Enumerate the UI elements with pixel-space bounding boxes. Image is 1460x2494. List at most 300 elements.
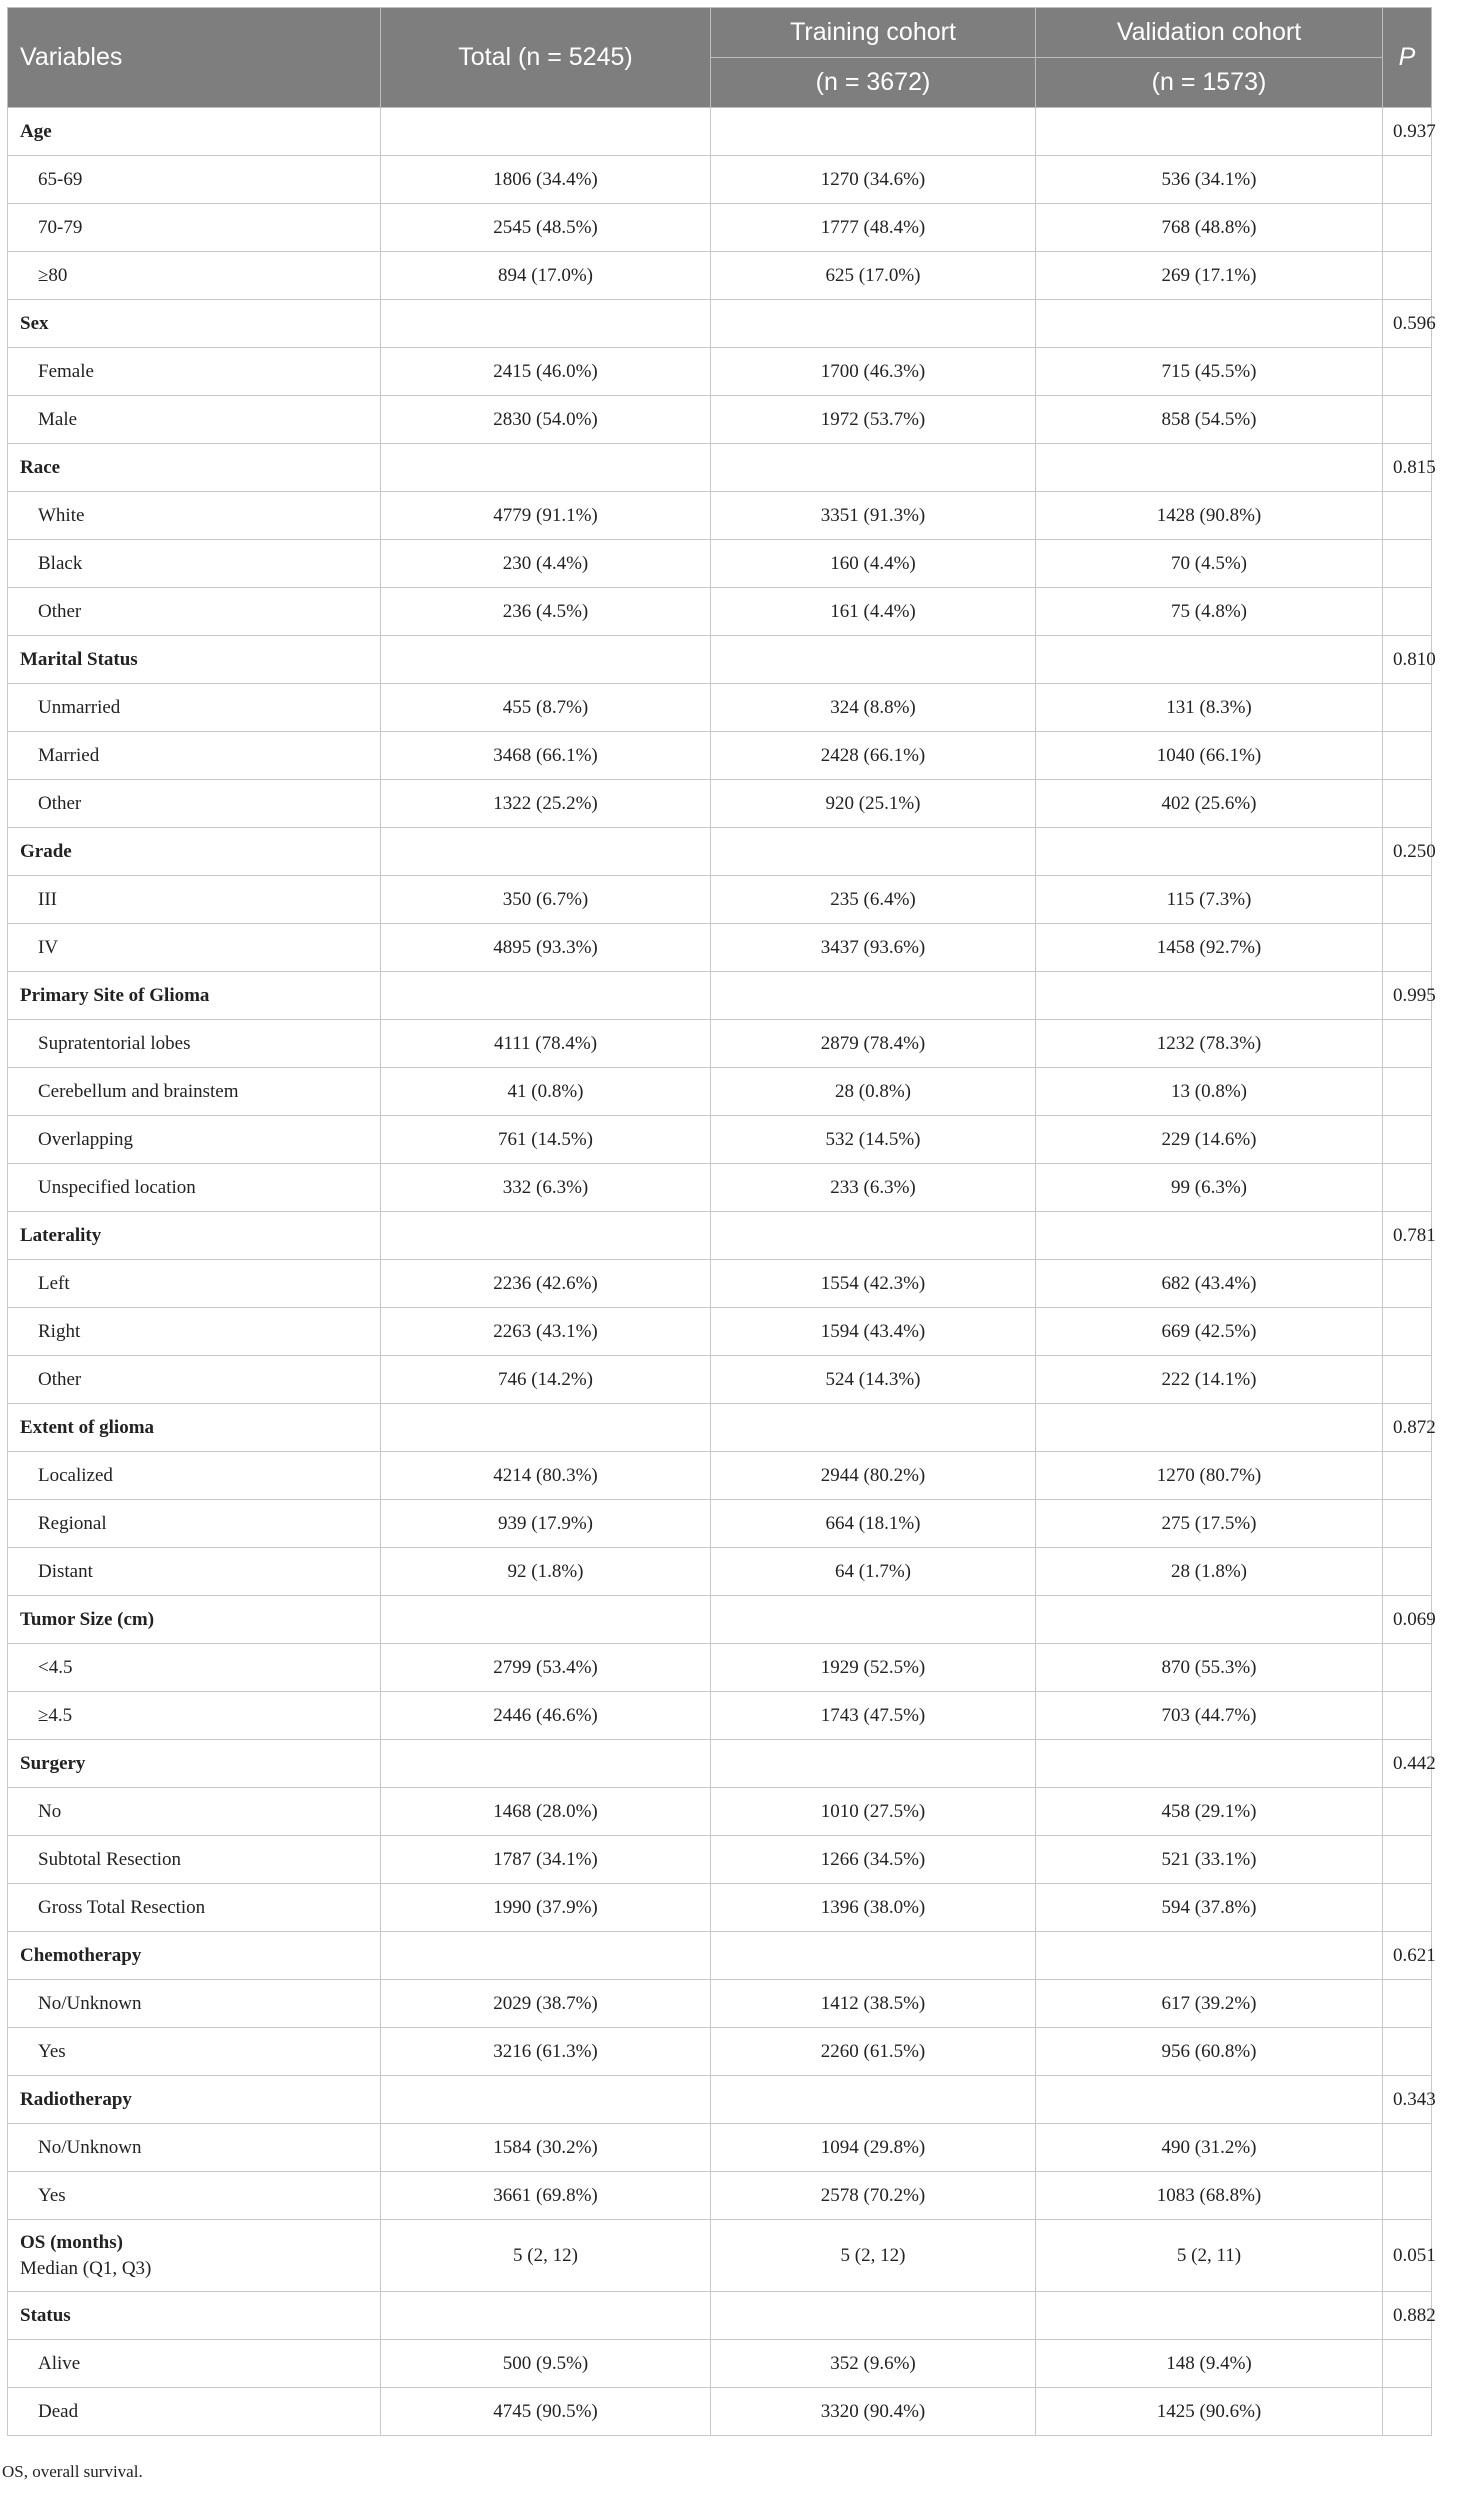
training-cell [711, 108, 1036, 156]
validation-cell: 1083 (68.8%) [1036, 2172, 1383, 2220]
category-row [8, 828, 1432, 876]
category-label [8, 108, 381, 156]
training-cell: 920 (25.1%) [711, 780, 1036, 828]
label-text: No/Unknown [38, 1992, 142, 2014]
training-cell: 1777 (48.4%) [711, 204, 1036, 252]
training-cell [711, 1740, 1036, 1788]
training-cell: 352 (9.6%) [711, 2340, 1036, 2388]
p-value-cell: 0.621 [1383, 1932, 1432, 1980]
label-text: <4.5 [38, 1656, 73, 1678]
table-row [8, 732, 1432, 780]
total-cell: 2799 (53.4%) [381, 1644, 711, 1692]
row-label [8, 1068, 381, 1116]
validation-cell: 1428 (90.8%) [1036, 492, 1383, 540]
validation-cell: 5 (2, 11) [1036, 2220, 1383, 2292]
category-row [8, 300, 1432, 348]
row-label [8, 1260, 381, 1308]
p-value-cell [1383, 540, 1432, 588]
p-value-cell [1383, 1452, 1432, 1500]
validation-cell: 229 (14.6%) [1036, 1116, 1383, 1164]
training-cell [711, 1404, 1036, 1452]
training-cell: 28 (0.8%) [711, 1068, 1036, 1116]
training-cell: 3437 (93.6%) [711, 924, 1036, 972]
training-cell: 2944 (80.2%) [711, 1452, 1036, 1500]
total-cell: 4745 (90.5%) [381, 2388, 711, 2436]
validation-cell [1036, 972, 1383, 1020]
validation-cell: 617 (39.2%) [1036, 1980, 1383, 2028]
header-validation-title: Validation cohort [1036, 8, 1383, 58]
validation-cell [1036, 636, 1383, 684]
table-row [8, 204, 1432, 252]
training-cell [711, 1596, 1036, 1644]
cohort-characteristics-table [7, 7, 1436, 2436]
total-cell: 1806 (34.4%) [381, 156, 711, 204]
p-value-cell [1383, 204, 1432, 252]
training-cell: 664 (18.1%) [711, 1500, 1036, 1548]
category-label [8, 1212, 381, 1260]
total-cell: 332 (6.3%) [381, 1164, 711, 1212]
row-label [8, 1164, 381, 1212]
table-body [8, 108, 1436, 2436]
row-label [8, 396, 381, 444]
row-label [8, 2028, 381, 2076]
p-value-cell [1383, 2028, 1432, 2076]
validation-cell [1036, 1596, 1383, 1644]
validation-cell: 275 (17.5%) [1036, 1500, 1383, 1548]
label-text: Grade [20, 840, 72, 862]
training-cell: 160 (4.4%) [711, 540, 1036, 588]
training-cell: 1700 (46.3%) [711, 348, 1036, 396]
row-label [8, 780, 381, 828]
row-label [8, 1692, 381, 1740]
total-cell: 500 (9.5%) [381, 2340, 711, 2388]
p-value-cell [1383, 780, 1432, 828]
p-value-cell: 0.937 [1383, 108, 1432, 156]
row-label [8, 2340, 381, 2388]
label-text: Black [38, 552, 83, 574]
total-cell [381, 2076, 711, 2124]
row-label [8, 252, 381, 300]
label-text: Overlapping [38, 1128, 133, 1150]
validation-cell: 458 (29.1%) [1036, 1788, 1383, 1836]
training-cell: 2578 (70.2%) [711, 2172, 1036, 2220]
total-cell: 5 (2, 12) [381, 2220, 711, 2292]
category-label [8, 636, 381, 684]
label-text: Other [38, 1368, 82, 1390]
validation-cell: 222 (14.1%) [1036, 1356, 1383, 1404]
category-row [8, 2076, 1432, 2124]
label-text: ≥80 [38, 264, 68, 286]
validation-cell: 1270 (80.7%) [1036, 1452, 1383, 1500]
header-variables: Variables [8, 8, 381, 108]
total-cell: 2029 (38.7%) [381, 1980, 711, 2028]
category-row [8, 972, 1432, 1020]
training-cell: 3351 (91.3%) [711, 492, 1036, 540]
table-row [8, 780, 1432, 828]
table-row [8, 252, 1432, 300]
label-text: Marital Status [20, 648, 138, 670]
total-cell [381, 636, 711, 684]
category-row [8, 2292, 1432, 2340]
total-cell: 746 (14.2%) [381, 1356, 711, 1404]
row-label [8, 732, 381, 780]
table-row [8, 1884, 1432, 1932]
total-cell: 455 (8.7%) [381, 684, 711, 732]
validation-cell: 70 (4.5%) [1036, 540, 1383, 588]
validation-cell: 870 (55.3%) [1036, 1644, 1383, 1692]
table-row [8, 1308, 1432, 1356]
table-row [8, 876, 1432, 924]
total-cell: 1787 (34.1%) [381, 1836, 711, 1884]
training-cell: 2879 (78.4%) [711, 1020, 1036, 1068]
total-cell [381, 108, 711, 156]
label-text: Unmarried [38, 696, 121, 718]
training-cell: 1266 (34.5%) [711, 1836, 1036, 1884]
training-cell: 1010 (27.5%) [711, 1788, 1036, 1836]
total-cell: 3216 (61.3%) [381, 2028, 711, 2076]
training-cell [711, 2292, 1036, 2340]
category-label [8, 300, 381, 348]
row-label [8, 1356, 381, 1404]
label-text: Yes [38, 2040, 66, 2062]
row-label [8, 1980, 381, 2028]
training-cell: 524 (14.3%) [711, 1356, 1036, 1404]
row-label [8, 1644, 381, 1692]
validation-cell: 715 (45.5%) [1036, 348, 1383, 396]
total-cell [381, 444, 711, 492]
validation-cell [1036, 2076, 1383, 2124]
total-cell: 2263 (43.1%) [381, 1308, 711, 1356]
training-cell [711, 972, 1036, 1020]
label-text: III [38, 888, 57, 910]
validation-cell: 148 (9.4%) [1036, 2340, 1383, 2388]
validation-cell [1036, 444, 1383, 492]
validation-cell [1036, 1932, 1383, 1980]
p-value-cell [1383, 156, 1432, 204]
training-cell: 5 (2, 12) [711, 2220, 1036, 2292]
validation-cell: 115 (7.3%) [1036, 876, 1383, 924]
training-cell [711, 444, 1036, 492]
p-value-cell [1383, 2388, 1432, 2436]
p-value-cell: 0.250 [1383, 828, 1432, 876]
row-label [8, 588, 381, 636]
total-cell: 1584 (30.2%) [381, 2124, 711, 2172]
validation-cell: 1232 (78.3%) [1036, 1020, 1383, 1068]
row-label [8, 492, 381, 540]
training-cell: 2428 (66.1%) [711, 732, 1036, 780]
total-cell [381, 972, 711, 1020]
table-row [8, 588, 1432, 636]
training-cell [711, 1932, 1036, 1980]
p-value-cell: 0.810 [1383, 636, 1432, 684]
table-row [8, 1116, 1432, 1164]
label-text: Age [20, 120, 52, 142]
training-cell: 233 (6.3%) [711, 1164, 1036, 1212]
training-cell [711, 828, 1036, 876]
validation-cell [1036, 1740, 1383, 1788]
p-value-cell [1383, 492, 1432, 540]
training-cell: 2260 (61.5%) [711, 2028, 1036, 2076]
category-row [8, 1212, 1432, 1260]
p-value-cell [1383, 1308, 1432, 1356]
training-cell [711, 1212, 1036, 1260]
p-value-cell [1383, 876, 1432, 924]
label-text: Other [38, 600, 82, 622]
table-row [8, 540, 1432, 588]
total-cell [381, 1740, 711, 1788]
p-value-cell: 0.069 [1383, 1596, 1432, 1644]
p-value-cell: 0.781 [1383, 1212, 1432, 1260]
category-row [8, 1596, 1432, 1644]
table-row [8, 1644, 1432, 1692]
category-label [8, 1596, 381, 1644]
table-row [8, 924, 1432, 972]
row-label [8, 204, 381, 252]
total-cell: 2830 (54.0%) [381, 396, 711, 444]
p-value-cell [1383, 1644, 1432, 1692]
p-value-cell [1383, 1980, 1432, 2028]
label-text: Yes [38, 2184, 66, 2206]
total-cell: 236 (4.5%) [381, 588, 711, 636]
table-header [8, 8, 1432, 108]
table-row [8, 1548, 1432, 1596]
validation-cell: 28 (1.8%) [1036, 1548, 1383, 1596]
training-cell: 1094 (29.8%) [711, 2124, 1036, 2172]
p-value-cell [1383, 252, 1432, 300]
total-cell: 1468 (28.0%) [381, 1788, 711, 1836]
header-training-title: Training cohort [711, 8, 1036, 58]
table-row [8, 1836, 1432, 1884]
training-cell [711, 2076, 1036, 2124]
training-cell: 235 (6.4%) [711, 876, 1036, 924]
table-row [8, 1692, 1432, 1740]
category-label [8, 2220, 381, 2292]
label-text: White [38, 504, 85, 526]
label-text: Primary Site of Glioma [20, 984, 210, 1006]
table-row [8, 492, 1432, 540]
validation-cell: 594 (37.8%) [1036, 1884, 1383, 1932]
label-text: Localized [38, 1464, 113, 1486]
label-text: Regional [38, 1512, 107, 1534]
validation-cell [1036, 108, 1383, 156]
p-value-cell: 0.343 [1383, 2076, 1432, 2124]
row-label [8, 1836, 381, 1884]
total-cell [381, 1932, 711, 1980]
validation-cell: 536 (34.1%) [1036, 156, 1383, 204]
total-cell: 761 (14.5%) [381, 1116, 711, 1164]
total-cell: 350 (6.7%) [381, 876, 711, 924]
label-text: Supratentorial lobes [38, 1032, 191, 1054]
validation-cell: 703 (44.7%) [1036, 1692, 1383, 1740]
validation-cell: 269 (17.1%) [1036, 252, 1383, 300]
validation-cell: 956 (60.8%) [1036, 2028, 1383, 2076]
label-text: Alive [38, 2352, 81, 2374]
label-text: Extent of glioma [20, 1416, 155, 1438]
p-value-cell [1383, 1068, 1432, 1116]
training-cell: 1396 (38.0%) [711, 1884, 1036, 1932]
total-cell [381, 1404, 711, 1452]
training-cell: 625 (17.0%) [711, 252, 1036, 300]
table-row [8, 2388, 1432, 2436]
category-label [8, 2076, 381, 2124]
training-cell: 324 (8.8%) [711, 684, 1036, 732]
p-value-cell [1383, 2340, 1432, 2388]
training-cell: 161 (4.4%) [711, 588, 1036, 636]
label-text: 70-79 [38, 216, 83, 238]
category-label [8, 972, 381, 1020]
validation-cell: 1040 (66.1%) [1036, 732, 1383, 780]
total-cell: 1322 (25.2%) [381, 780, 711, 828]
total-cell: 92 (1.8%) [381, 1548, 711, 1596]
training-cell: 1412 (38.5%) [711, 1980, 1036, 2028]
row-label [8, 1116, 381, 1164]
row-label [8, 1788, 381, 1836]
p-value-cell [1383, 1116, 1432, 1164]
label-text: IV [38, 936, 59, 958]
table-row [8, 1980, 1432, 2028]
label-text: Other [38, 792, 82, 814]
category-row [8, 636, 1432, 684]
training-cell: 1972 (53.7%) [711, 396, 1036, 444]
total-cell: 2446 (46.6%) [381, 1692, 711, 1740]
p-value-cell [1383, 732, 1432, 780]
category-label [8, 444, 381, 492]
p-value-cell [1383, 684, 1432, 732]
p-value-cell [1383, 1500, 1432, 1548]
table-row [8, 684, 1432, 732]
category-label [8, 828, 381, 876]
training-cell: 532 (14.5%) [711, 1116, 1036, 1164]
total-cell: 4895 (93.3%) [381, 924, 711, 972]
validation-cell: 521 (33.1%) [1036, 1836, 1383, 1884]
table-row [8, 348, 1432, 396]
validation-cell: 858 (54.5%) [1036, 396, 1383, 444]
total-cell: 1990 (37.9%) [381, 1884, 711, 1932]
total-cell: 939 (17.9%) [381, 1500, 711, 1548]
p-value-cell: 0.815 [1383, 444, 1432, 492]
total-cell: 894 (17.0%) [381, 252, 711, 300]
row-label [8, 2124, 381, 2172]
row-label [8, 1308, 381, 1356]
total-cell: 3661 (69.8%) [381, 2172, 711, 2220]
label-text: Radiotherapy [20, 2088, 132, 2110]
table-row [8, 2340, 1432, 2388]
training-cell [711, 300, 1036, 348]
validation-cell: 402 (25.6%) [1036, 780, 1383, 828]
row-label [8, 2172, 381, 2220]
p-value-cell [1383, 1260, 1432, 1308]
category-row [8, 1404, 1432, 1452]
label-text: Dead [38, 2400, 79, 2422]
category-row [8, 1932, 1432, 1980]
table-row [8, 396, 1432, 444]
training-cell: 1929 (52.5%) [711, 1644, 1036, 1692]
validation-cell: 75 (4.8%) [1036, 588, 1383, 636]
row-label [8, 2388, 381, 2436]
total-cell: 4779 (91.1%) [381, 492, 711, 540]
validation-cell: 768 (48.8%) [1036, 204, 1383, 252]
validation-cell [1036, 300, 1383, 348]
label-text: No/Unknown [38, 2136, 142, 2158]
total-cell [381, 1212, 711, 1260]
validation-cell [1036, 2292, 1383, 2340]
label-text: Chemotherapy [20, 1944, 142, 1966]
total-cell: 2545 (48.5%) [381, 204, 711, 252]
total-cell: 230 (4.4%) [381, 540, 711, 588]
p-value-cell: 0.882 [1383, 2292, 1432, 2340]
training-cell [711, 636, 1036, 684]
label-text: ≥4.5 [38, 1704, 73, 1726]
p-value-cell [1383, 2172, 1432, 2220]
p-value-cell [1383, 1356, 1432, 1404]
label-text: Status [20, 2304, 71, 2326]
table-row [8, 1500, 1432, 1548]
label-text: OS (months) [20, 2231, 123, 2253]
table-row [8, 1356, 1432, 1404]
category-label [8, 1740, 381, 1788]
label-text: Laterality [20, 1224, 102, 1246]
p-value-cell [1383, 1788, 1432, 1836]
row-label [8, 348, 381, 396]
total-cell: 4214 (80.3%) [381, 1452, 711, 1500]
p-value-cell [1383, 1548, 1432, 1596]
category-label [8, 1932, 381, 1980]
row-label [8, 924, 381, 972]
p-value-cell [1383, 1692, 1432, 1740]
label-text: Sex [20, 312, 49, 334]
validation-cell [1036, 1212, 1383, 1260]
table-row [8, 1260, 1432, 1308]
total-cell [381, 828, 711, 876]
p-value-cell: 0.442 [1383, 1740, 1432, 1788]
category-row [8, 108, 1432, 156]
label-text: Gross Total Resection [38, 1896, 206, 1918]
validation-cell: 682 (43.4%) [1036, 1260, 1383, 1308]
header-validation-n: (n = 1573) [1036, 58, 1383, 108]
p-value-cell: 0.051 [1383, 2220, 1432, 2292]
validation-cell [1036, 1404, 1383, 1452]
label-text: Surgery [20, 1752, 86, 1774]
row-label [8, 156, 381, 204]
header-training-n: (n = 3672) [711, 58, 1036, 108]
p-value-cell [1383, 2124, 1432, 2172]
label-text: Married [38, 744, 100, 766]
header-total: Total (n = 5245) [381, 8, 711, 108]
label-text: 65-69 [38, 168, 83, 190]
p-value-cell [1383, 348, 1432, 396]
training-cell: 3320 (90.4%) [711, 2388, 1036, 2436]
label-text: Race [20, 456, 61, 478]
label-text: No [38, 1800, 62, 1822]
table-row [8, 2172, 1432, 2220]
category-label [8, 2292, 381, 2340]
category-row [8, 2220, 1432, 2292]
total-cell [381, 2292, 711, 2340]
total-cell: 2415 (46.0%) [381, 348, 711, 396]
p-value-cell: 0.995 [1383, 972, 1432, 1020]
p-value-cell [1383, 1836, 1432, 1884]
validation-cell: 490 (31.2%) [1036, 2124, 1383, 2172]
validation-cell: 669 (42.5%) [1036, 1308, 1383, 1356]
label-text: Cerebellum and brainstem [38, 1080, 239, 1102]
row-label [8, 1020, 381, 1068]
label-text: Left [38, 1272, 70, 1294]
category-label [8, 1404, 381, 1452]
validation-cell: 13 (0.8%) [1036, 1068, 1383, 1116]
category-row [8, 444, 1432, 492]
label-text: Unspecified location [38, 1176, 196, 1198]
p-value-cell [1383, 1020, 1432, 1068]
